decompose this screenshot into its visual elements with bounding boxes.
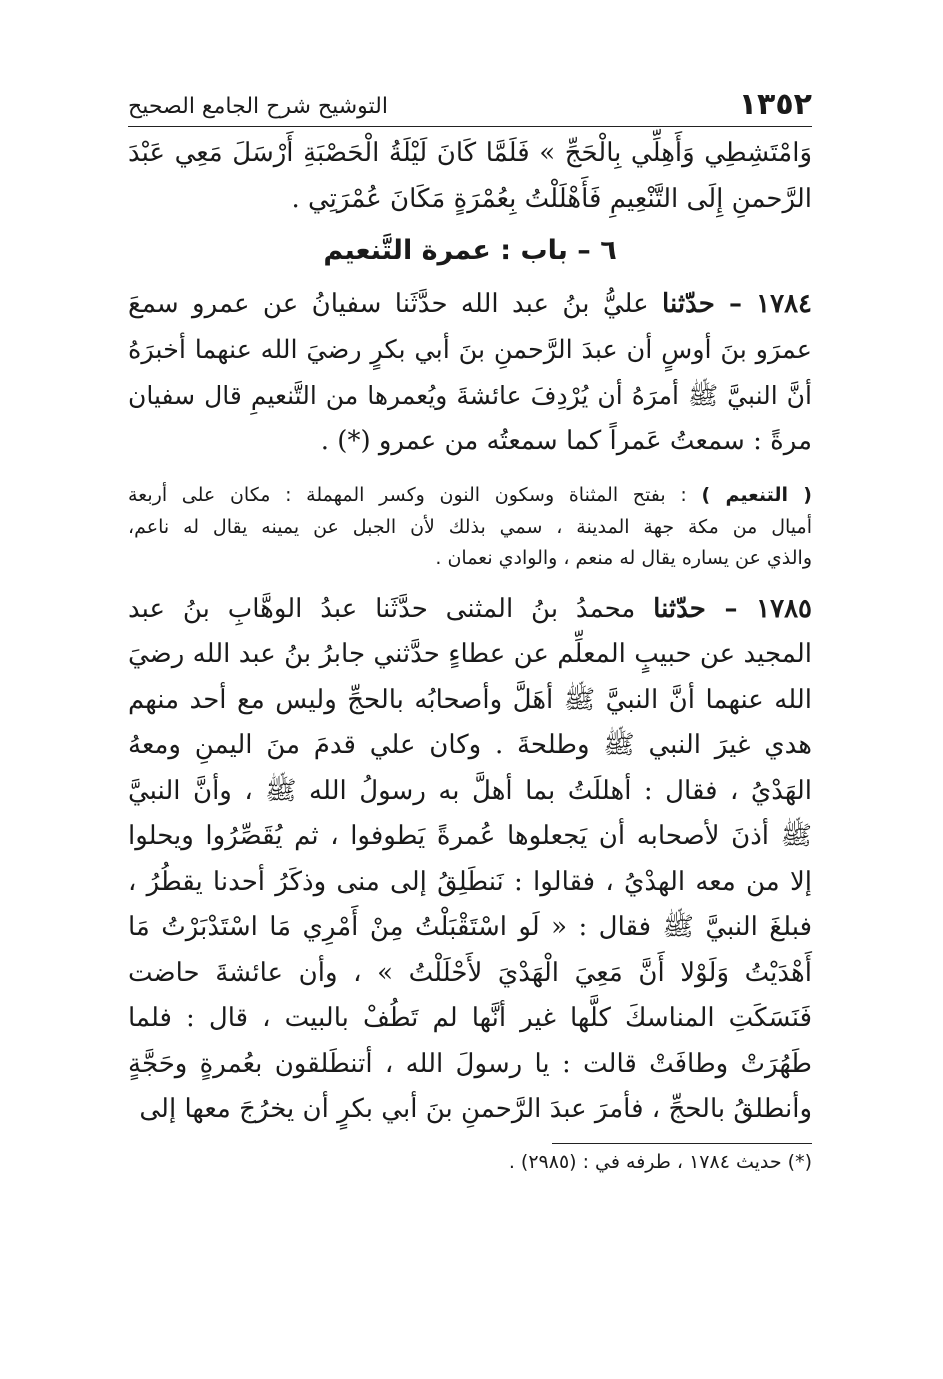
text-line: أنَّ النبيَّ ﷺ أمرَهُ أن يُرْدِفَ عائشةَ ويُعمرها من التَّنعيمِ قال سفيان bbox=[128, 381, 812, 410]
text-line: مرةً : سمعتُ عَمراً كما سمعتُه من عمرو (*) . bbox=[320, 425, 812, 456]
hadith-text: عليُّ بنُ عبد الله حدَّثَنا سفيانُ عن عمرو سمعَ bbox=[128, 289, 663, 319]
running-title: التوشيح شرح الجامع الصحيح bbox=[128, 94, 388, 119]
continued-text bbox=[128, 131, 812, 222]
hadith-text: محمدُ بنُ المثنى حدَّثَنا عبدُ الوهَّابِ بنُ عبد bbox=[128, 593, 654, 624]
text-line: المجيد عن حبيبٍ المعلِّم عن عطاءٍ حدَّثني جابرُ بنُ عبد الله رضيَ bbox=[128, 639, 812, 669]
text-line: طَهُرَتْ وطافَتْ قالت : يا رسولَ الله ، أتنطَلقون بعُمرةٍ وحَجَّةٍ bbox=[128, 1048, 812, 1079]
hadith-1784 bbox=[128, 282, 812, 464]
text-line: ﷺ أذنَ لأصحابه أن يَجعلوها عُمرةً يَطوفوا ، ثم يُقَصِّرُوا ويحلوا bbox=[128, 821, 812, 851]
text-line: هدي غيرَ النبي ﷺ وطلحةَ . وكان علي قدمَ منَ اليمنِ ومعهُ bbox=[128, 730, 812, 760]
commentary-note bbox=[128, 480, 812, 575]
text-line: عمرَو بنَ أوسٍ أن عبدَ الرَّحمنِ بنَ أبي بكرٍ رضيَ الله عنهما أخبرَهُ bbox=[128, 334, 812, 365]
note-line bbox=[128, 480, 812, 512]
text-line: أَهْدَيْتُ وَلَوْلا أَنَّ مَعِيَ الْهَدْيَ لأَحْلَلْتُ » ، وأن عائشةَ حاضت bbox=[128, 957, 812, 988]
page-header bbox=[128, 78, 812, 127]
note-text: : بفتح المثناة وسكون النون وكسر المهملة : مكان على أربعة bbox=[128, 484, 702, 506]
note-term: ( التنعيم ) bbox=[701, 484, 812, 506]
hadith-number: ١٧٨٤ – حدّثنا bbox=[662, 289, 813, 319]
note-line: والذي عن يساره يقال له منعم ، والوادي نعمان . bbox=[435, 547, 812, 569]
text-line: وَامْتَشِطِي وَأَهِلِّي بِالْحَجِّ » فَلَمَّا كَانَ لَيْلَةُ الْحَصْبَةِ أَرْسَلَ مَعِي عَبْدَ bbox=[128, 138, 812, 168]
text-line: الرَّحمنِ إِلَى التَّنْعِيمِ فَأَهْلَلْتُ بِعُمْرَةٍ مَكَانَ عُمْرَتِي . bbox=[291, 183, 812, 214]
text-line: وأنطلقُ بالحجِّ ، فأمرَ عبدَ الرَّحمنِ بنَ أبي بكرٍ أن يخرُجَ معها إلى bbox=[139, 1094, 812, 1124]
text-line bbox=[128, 587, 812, 633]
book-page bbox=[128, 78, 812, 1318]
hadith-1785 bbox=[128, 587, 812, 1133]
text-line: الهَدْيُ ، فقال : أهللَتُ بما أهلَّ به رسولُ الله ﷺ ، وأنَّ النبيَّ bbox=[128, 775, 812, 806]
page-number: ١٣٥٢ bbox=[738, 87, 812, 122]
hadith-number: ١٧٨٥ – حدّثنا bbox=[653, 593, 812, 624]
chapter-title: ٦ – باب : عمرة التَّنعيم bbox=[323, 235, 617, 266]
text-line: فَنَسَكَتِ المناسكَ كلَّها غير أنَّها لم تَطُفْ بالبيت ، قال : فلما bbox=[128, 1003, 812, 1033]
note-line: أميال من مكة جهة المدينة ، سمي بذلك لأن الجبل عن يمينه يقال له ناعم، bbox=[128, 515, 812, 538]
text-line: فبلغَ النبيَّ ﷺ فقال : « لَو اسْتَقْبَلْتُ مِنْ أَمْرِي مَا اسْتَدْبَرْتُ مَا bbox=[128, 912, 812, 942]
footnote: (*) حديث ١٧٨٤ ، طرفه في : (٢٩٨٥) . bbox=[508, 1150, 812, 1173]
text-line bbox=[128, 282, 812, 328]
text-line: الله عنهما أنَّ النبيَّ ﷺ أهَلَّ وأصحابُه بالحجِّ وليس مع أحد منهم bbox=[128, 684, 812, 715]
text-line: إلا من معه الهدْيُ ، فقالوا : نَنطَلِقُ إلى منى وذكَرُ أحدنا يقطُرُ ، bbox=[128, 866, 812, 897]
